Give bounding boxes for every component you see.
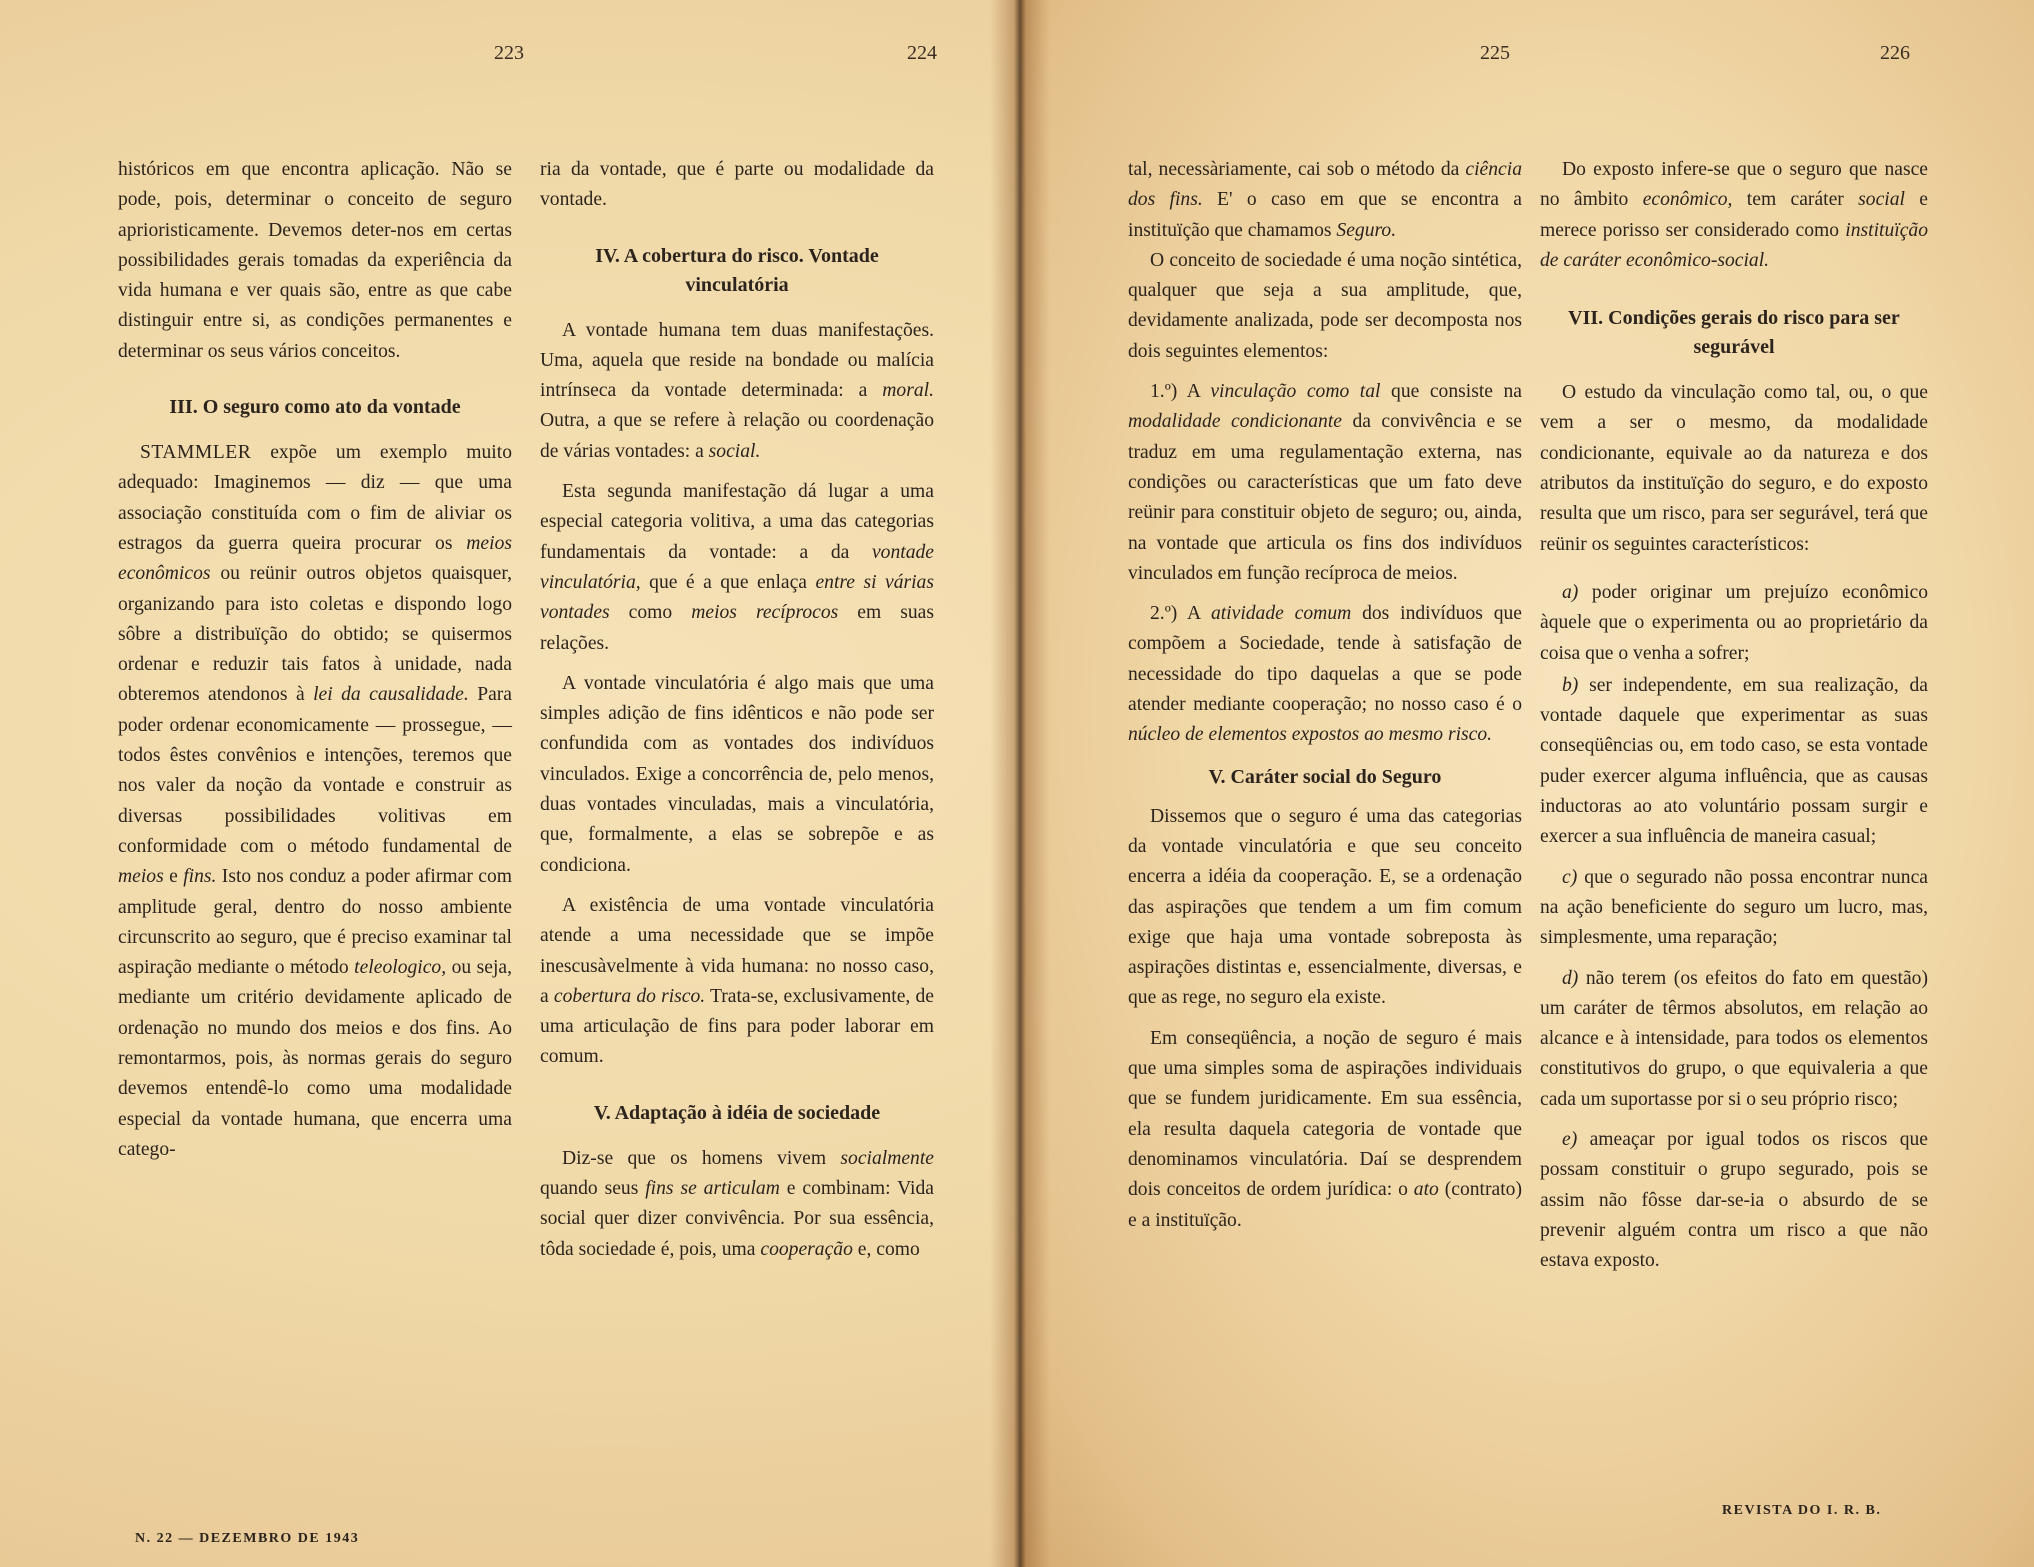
text-run: que consiste na	[1380, 381, 1522, 403]
footer-journal-name: REVISTA DO I. R. B.	[1722, 1503, 1882, 1518]
emphasis: núcleo de elementos expostos ao mesmo risco.	[1128, 724, 1493, 746]
text-run: em suas relações.	[540, 602, 934, 654]
emphasis: social	[1858, 189, 1905, 211]
emphasis: moral.	[882, 380, 934, 402]
emphasis: instituïção de caráter econômico-social.	[1540, 219, 1928, 271]
text-run: e combinam: Vida social quer dizer convivência. Por sua essência, tôda sociedade é, pois, uma	[540, 1178, 934, 1260]
paragraph	[1540, 155, 1928, 276]
section-heading-v-carater: V. Caráter social do Seguro	[1208, 765, 1442, 788]
list-item-a	[1540, 578, 1928, 669]
text-run: dos indivíduos que compõem a Sociedade, tende à satisfação de necessidade do tipo daquelas a que se pode atender mediante cooperação; no nosso caso é o	[1128, 603, 1522, 716]
page-number-223: 223	[494, 42, 524, 64]
paragraph	[1128, 155, 1522, 246]
footer-issue-date: N. 22 — DEZEMBRO DE 1943	[135, 1531, 360, 1546]
emphasis: teleologico,	[354, 957, 447, 979]
text-run: e, como	[852, 1238, 920, 1260]
emphasis: social.	[708, 440, 761, 462]
section-heading-iv: IV. A cobertura do risco. Vontade vinculatória	[595, 244, 879, 296]
paragraph	[540, 477, 934, 659]
emphasis: meios recíprocos	[691, 602, 839, 624]
column-page-223	[118, 155, 512, 1165]
paragraph: O conceito de sociedade é uma noção sintética, qualquer que seja a sua amplitude, que, devidamente analizada, pode ser decomposta nos dois seguintes elementos:	[1128, 249, 1522, 362]
text-run: Outra, a que se refere à relação ou coordenação de várias vontades: a	[540, 410, 934, 462]
paragraph: A vontade vinculatória é algo mais que uma simples adição de fins idênticos e não pode ser confundida com as vontades dos indivíduos vinculados. Exige a concorrência de, pelo menos, duas vontades vinculadas, mais a vinculatória, que, formalmente, a elas se sobrepõe e as condiciona.	[540, 672, 934, 876]
text-run: como	[609, 602, 692, 624]
text-run: Em conseqüência, a noção de seguro é mais que uma simples soma de aspirações individuais que se fundem juridicamente. Em sua essência, ela resulta daquela categoria de vontade que denominamos vinculatória. Daí se desprendem dois conceitos de ordem jurídica: o	[1128, 1027, 1522, 1201]
page-number-226: 226	[1880, 42, 1910, 64]
emphasis: econômico,	[1642, 189, 1733, 211]
item-letter: e)	[1562, 1129, 1578, 1151]
emphasis: vontade vinculatória,	[540, 541, 934, 593]
emphasis: meios econômicos	[118, 532, 512, 585]
paragraph	[540, 1144, 934, 1265]
paragraph: históricos em que encontra aplicação. Não se pode, pois, determinar o conceito de seguro aprioristicamente. Devemos deter-nos em certas possibilidades gerais tomadas da experiência da vida humana e ver quais são, entre as que cabe distinguir entre si, as condições permanentes e determinar os seus vários conceitos.	[118, 159, 512, 362]
text-run: Trata-se, exclusivamente, de uma articulação de fins para poder laborar em comum.	[540, 985, 934, 1068]
text-run: Esta segunda manifestação dá lugar a uma especial categoria volitiva, a uma das categorias fundamentais da vontade: a da	[540, 481, 934, 563]
emphasis: cooperação	[760, 1238, 853, 1260]
text-run: E' o caso em que se encontra a instituïção que chamamos	[1128, 189, 1522, 241]
text-run: Diz-se que os homens vivem	[562, 1147, 841, 1169]
emphasis: cobertura do risco.	[553, 985, 706, 1007]
paragraph	[1128, 377, 1522, 589]
book-gutter	[990, 0, 1050, 1567]
emphasis: ciência dos fins.	[1128, 159, 1522, 211]
item-letter: c)	[1562, 866, 1578, 888]
section-heading-vii: VII. Condições gerais do risco para ser segurável	[1568, 307, 1900, 359]
author-name: STAMMLER	[140, 442, 252, 464]
emphasis: meios	[118, 866, 164, 888]
text-run: ser independente, em sua realização, da vontade daquele que experimentar as suas conseqüências ou, em todo caso, se esta vontade puder exercer alguma influência, que as causas inductoras ao ato voluntário possam surgir e exercer a sua influência de maneira casual;	[1540, 674, 1928, 848]
text-run: 2.º) A	[1150, 603, 1211, 625]
paragraph: O estudo da vinculação como tal, ou, o que vem a ser o mesmo, da modalidade condicionante, equivale ao da natureza e dos atributos da instituïção do seguro, e do exposto resulta que um risco, para ser segurável, terá que reünir os seguintes característicos:	[1540, 382, 1928, 555]
paragraph	[1128, 599, 1522, 750]
emphasis: Seguro.	[1336, 219, 1397, 241]
text-run: tem caráter	[1732, 189, 1859, 211]
list-item-b	[1540, 671, 1928, 853]
paragraph: ria da vontade, que é parte ou modalidade da vontade.	[540, 159, 934, 211]
emphasis: modalidade condicionante	[1128, 411, 1342, 433]
text-run: (contrato) e a instituïção.	[1128, 1179, 1522, 1231]
text-run: que é a que enlaça	[640, 571, 816, 593]
column-page-225	[1128, 155, 1522, 1236]
text-run: A existência de uma vontade vinculatória atende a uma necessidade que se impõe inescusàvelmente à vida humana: no nosso caso, a	[540, 894, 934, 1007]
text-run: tal, necessàriamente, cai sob o método da	[1128, 159, 1466, 180]
emphasis: lei da causalidade.	[313, 684, 469, 706]
column-page-224	[540, 155, 934, 1265]
page-number-224: 224	[907, 42, 937, 64]
emphasis: fins se articulam	[645, 1178, 780, 1200]
paragraph	[540, 891, 934, 1073]
section-heading-iii: III. O seguro como ato da vontade	[169, 396, 461, 419]
text-run: da convivência e se traduz em uma regulamentação externa, nas condições ou características que um fato deve reünir para constituir objeto de seguro; ou, ainda, na vontade que articula os fins dos indivíduos vinculados em função recíproca de meios.	[1128, 411, 1522, 584]
text-run: expõe um exemplo muito adequado: Imaginemos — diz — que uma associação constituída com o fim de aliviar os estragos da guerra queira procurar os	[118, 442, 512, 554]
paragraph: Dissemos que o seguro é uma das categorias da vontade vinculatória e que seu conceito encerra a idéia da cooperação. E, se a ordenação das aspirações que tendem a um fim comum exige que haja uma vontade sobreposta às aspirações distintas e, essencialmente, diversas, e que as rege, no seguro ela existe.	[1128, 805, 1522, 1009]
item-letter: b)	[1562, 674, 1579, 696]
text-run: A vontade humana tem duas manifestações. Uma, aquela que reside na bondade ou malícia intrínseca da vontade determinada: a	[540, 319, 934, 402]
text-run: não terem (os efeitos do fato em questão) um caráter de têrmos absolutos, em relação ao alcance e à intensidade, para todos os elementos constitutivos do grupo, o que equivaleria a que cada um suportasse por si o seu próprio risco;	[1540, 967, 1928, 1110]
text-run: e merece porisso ser considerado como	[1540, 189, 1928, 241]
item-letter: d)	[1562, 967, 1579, 989]
item-letter: a)	[1562, 581, 1579, 603]
emphasis: atividade comum	[1210, 603, 1352, 625]
emphasis: entre si várias vontades	[540, 571, 934, 624]
page-number-225: 225	[1480, 42, 1510, 64]
list-item-e	[1540, 1125, 1928, 1276]
text-run: ameaçar por igual todos os riscos que possam constituir o grupo segurado, pois se assim não fôsse dar-se-ia o absurdo de se prevenir alguém contra um risco a que não estava exposto.	[1540, 1129, 1928, 1272]
text-run: que o segurado não possa encontrar nunca na ação beneficiente do seguro um lucro, mas, simplesmente, uma reparação;	[1540, 866, 1928, 949]
text-run: poder originar um prejuízo econômico àquele que o experimenta ou ao proprietário da coisa que o venha a sofrer;	[1540, 581, 1928, 664]
text-run: ou reünir outros objetos quaisquer, organizando para isto coletas e dispondo logo sôbre a distribuïção do obtido; se quisermos ordenar e reduzir tais fatos à unidade, nada obteremos atendonos à	[118, 563, 512, 706]
paragraph	[1128, 1024, 1522, 1236]
text-run: e	[163, 866, 184, 888]
emphasis: vinculação como tal	[1210, 381, 1381, 403]
emphasis: fins.	[183, 866, 217, 888]
emphasis: ato	[1413, 1179, 1439, 1201]
text-run: Do exposto infere-se que o seguro que nasce no âmbito	[1540, 159, 1928, 211]
section-heading-v-adaptacao: V. Adaptação à idéia de sociedade	[593, 1101, 881, 1124]
emphasis: socialmente	[840, 1147, 934, 1169]
text-run: ou seja, mediante um critério devidamente aplicado de ordenação no mundo dos meios e dos fins. Ao remontarmos, pois, às normas gerais do seguro devemos entendê-lo como uma modalidade especial da vontade humana, que encerra uma catego-	[118, 957, 512, 1160]
text-run: quando seus	[540, 1178, 646, 1200]
list-item-c	[1540, 863, 1928, 954]
text-run: Isto nos conduz a poder afirmar com amplitude geral, dentro do nosso ambiente circunscrito ao seguro, que é preciso examinar tal aspiração mediante o método	[118, 866, 512, 979]
paragraph	[118, 438, 512, 1165]
paragraph	[540, 316, 934, 467]
text-run: Para poder ordenar economicamente — prossegue, — todos êstes convênios e intenções, teremos que nos valer da noção da vontade e construir as diversas possibilidades volitivas em conformidade com o método fundamental de	[118, 684, 513, 857]
list-item-d	[1540, 964, 1928, 1115]
column-page-226	[1540, 155, 1928, 1277]
text-run: 1.º) A	[1150, 381, 1211, 403]
